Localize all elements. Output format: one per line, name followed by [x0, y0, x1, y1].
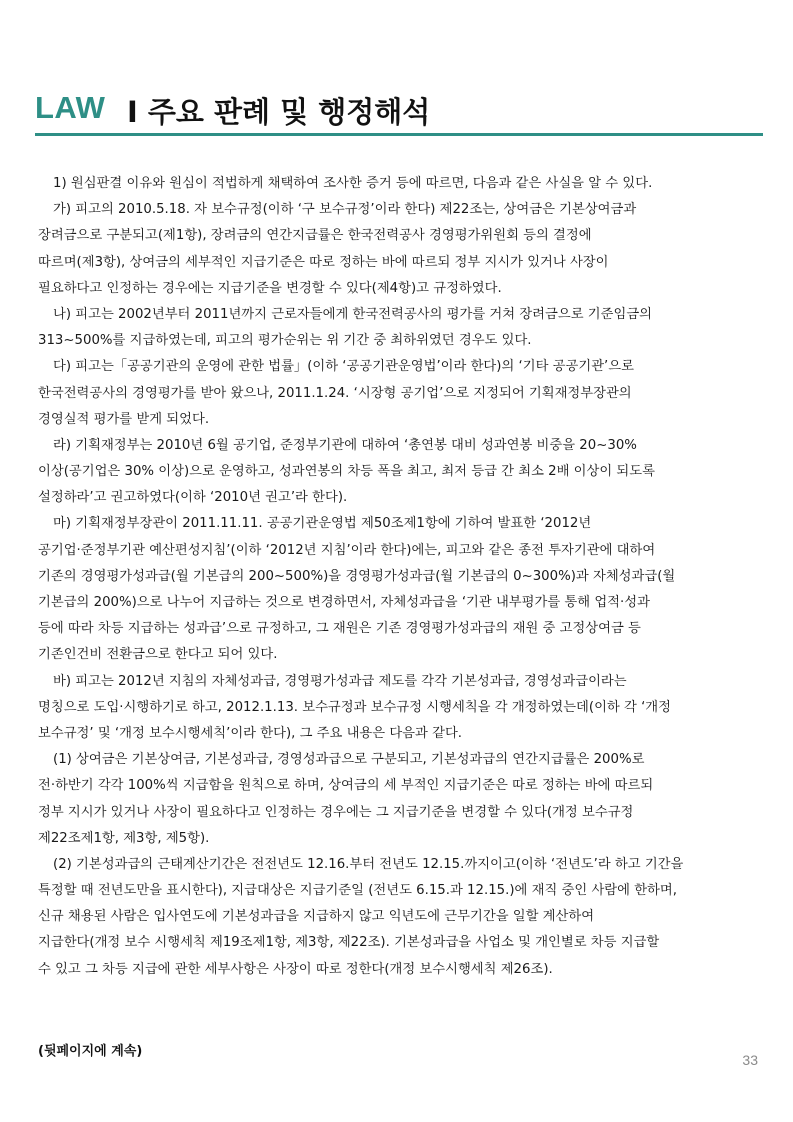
paragraph-line: 지급한다(개정 보수 시행세칙 제19조제1항, 제3항, 제22조). 기본성과급을 사업소 및 개인별로 차등 지급할	[38, 935, 660, 951]
paragraph-line: 정부 지시가 있거나 사장이 필요하다고 인정하는 경우에는 그 지급기준을 변경할 수 있다(개정 보수규정	[38, 804, 634, 820]
paragraph-line: 경영실적 평가를 받게 되었다.	[38, 411, 210, 427]
section-brand: LAW	[35, 90, 106, 125]
paragraph-line: 1) 원심판결 이유와 원심이 적법하게 채택하여 조사한 증거 등에 따르면, 다음과 같은 사실을 알 수 있다.	[53, 176, 653, 191]
paragraph-line: 나) 피고는 2002년부터 2011년까지 근로자들에게 한국전력공사의 평가를 거쳐 장려금으로 기준임금의	[53, 306, 653, 322]
paragraph-line: 바) 피고는 2012년 지침의 자체성과급, 경영평가성과급 제도를 각각 기본성과급, 경영성과급이라는	[53, 673, 627, 689]
paragraph-line: 이상(공기업은 30% 이상)으로 운영하고, 성과연봉의 차등 폭을 최고, 최저 등급 간 최소 2배 이상이 되도록	[38, 464, 655, 480]
continued-note: (뒷페이지에 계속)	[38, 1044, 143, 1059]
paragraph-line: 기본급의 200%)으로 나누어 지급하는 것으로 변경하면서, 자체성과급을 ‘기관 내부평가를 통해 업적·성과	[38, 595, 650, 610]
paragraph-line: 제22조제1항, 제3항, 제5항).	[38, 830, 210, 846]
paragraph-line: 기존인건비 전환금으로 한다고 되어 있다.	[38, 647, 278, 663]
paragraph-line: 장려금으로 구분되고(제1항), 장려금의 연간지급률은 한국전력공사 경영평가위원회 등의 결정에	[38, 228, 592, 244]
paragraph-line: (1) 상여금은 기본상여금, 기본성과급, 경영성과급으로 구분되고, 기본성과급의 연간지급률은 200%로	[53, 752, 645, 768]
page-number: 33	[742, 1052, 758, 1068]
paragraph-line: 전·하반기 각각 100%씩 지급함을 원칙으로 하며, 상여금의 세 부적인 지급기준은 따로 정하는 바에 따르되	[38, 778, 654, 794]
paragraph-line: 수 있고 그 차등 지급에 관한 세부사항은 사장이 따로 정한다(개정 보수시행세칙 제26조).	[38, 961, 553, 977]
paragraph-line: 기존의 경영평가성과급(월 기본급의 200~500%)을 경영평가성과급(월 기본급의 0~300%)과 자체성과급(월	[38, 568, 676, 584]
paragraph-line: 필요하다고 인정하는 경우에는 지급기준을 변경할 수 있다(제4항)고 규정하였다.	[38, 280, 502, 296]
paragraph-line: 마) 기획재정부장관이 2011.11.11. 공공기관운영법 제50조제1항에 기하여 발표한 ‘2012년	[53, 516, 592, 532]
paragraph-line: 신규 채용된 사람은 입사연도에 기본성과급을 지급하지 않고 익년도에 근무기간을 일할 계산하여	[38, 909, 595, 925]
paragraph-line: 공기업·준정부기관 예산편성지침’(이하 ‘2012년 지침’이라 한다)에는, 피고와 같은 종전 투자기관에 대하여	[38, 542, 656, 558]
paragraph-line: 등에 따라 차등 지급하는 성과급’으로 규정하고, 그 재원은 기존 경영평가성과급의 재원 중 고정상여금 등	[38, 621, 641, 637]
paragraph-line: 라) 기획재정부는 2010년 6월 공기업, 준정부기관에 대하여 ‘총연봉 대비 성과연봉 비중을 20~30%	[53, 437, 637, 453]
paragraph-line: 명칭으로 도입·시행하기로 하고, 2012.1.13. 보수규정과 보수규정 시행세칙을 각 개정하였는데(이하 각 ‘개정	[38, 699, 671, 715]
paragraph-line: 한국전력공사의 경영평가를 받아 왔으나, 2011.1.24. ‘시장형 공기업’으로 지정되어 기획재정부장관의	[38, 385, 632, 401]
paragraph-line: 다) 피고는「공공기관의 운영에 관한 법률」(이하 ‘공공기관운영법’이라 한다)의 ‘기타 공공기관’으로	[53, 359, 634, 375]
paragraph-line: 보수규정’ 및 ‘개정 보수시행세칙’이라 한다), 그 주요 내용은 다음과 같다.	[38, 725, 463, 741]
paragraph-line: 가) 피고의 2010.5.18. 자 보수규정(이하 ‘구 보수규정’이라 한다) 제22조는, 상여금은 기본상여금과	[53, 202, 637, 218]
document-body	[38, 171, 760, 983]
page-title: Ι 주요 판례 및 행정해석	[127, 95, 431, 129]
header-divider	[35, 133, 763, 136]
paragraph-line: 따르며(제3항), 상여금의 세부적인 지급기준은 따로 정하는 바에 따르되 정부 지시가 있거나 사장이	[38, 254, 609, 270]
paragraph-line: 특정할 때 전년도만을 표시한다), 지급대상은 지급기준일 (전년도 6.15.과 12.15.)에 재직 중인 사람에 한하며,	[38, 883, 677, 899]
paragraph-line: (2) 기본성과급의 근태계산기간은 전전년도 12.16.부터 전년도 12.15.까지이고(이하 ‘전년도’라 하고 기간을	[53, 856, 684, 872]
paragraph-line: 313~500%를 지급하였는데, 피고의 평가순위는 위 기간 중 최하위였던 경우도 있다.	[38, 333, 532, 349]
paragraph-line: 설정하라’고 권고하였다(이하 ‘2010년 권고’라 한다).	[38, 490, 348, 506]
page-header	[35, 86, 763, 136]
